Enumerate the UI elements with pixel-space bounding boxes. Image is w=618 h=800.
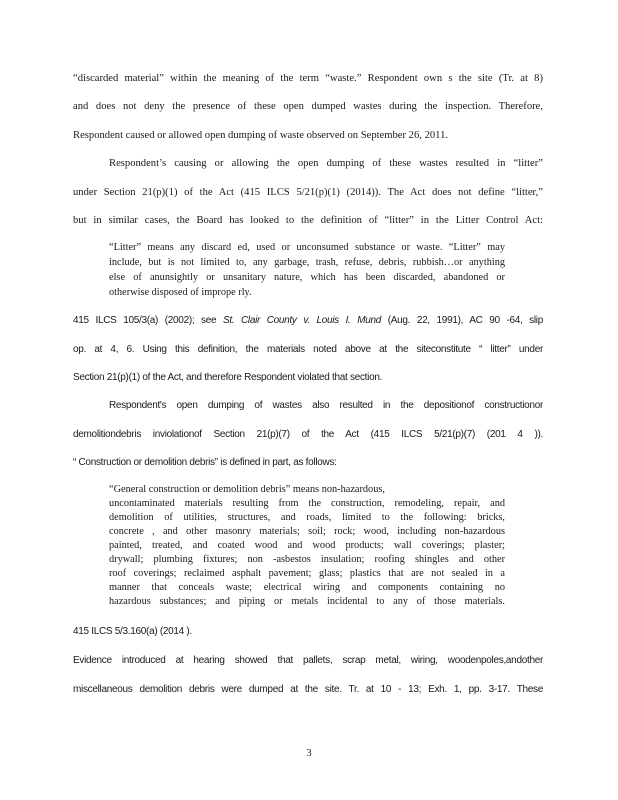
text-line: Respondent’s causing or allowing the open dumping of these wastes resulted in “litter” — [109, 158, 543, 169]
block-quote-line: “General construction or demolition debris” means non-hazardous, — [109, 484, 385, 495]
text-line: under Section 21(p)(1) of the Act (415 ILCS 5/21(p)(1) (2014)). The Act does not define “litter,” — [73, 187, 543, 198]
block-quote-line: uncontaminated materials resulting from the construction, remodeling, repair, and — [109, 498, 505, 509]
text-line: Section 21(p)(1) of the Act, and therefore Respondent violated that section. — [73, 372, 383, 383]
block-quote-line: otherwise disposed of imprope rly. — [109, 287, 252, 298]
case-name: Louis I. Mund — [316, 315, 382, 326]
text-line: Evidence introduced at hearing showed that pallets, scrap metal, wiring, woodenpoles,andother — [73, 655, 543, 666]
case-versus: v. — [303, 315, 310, 326]
text-line: “ Construction or demolition debris” is defined in part, as follows: — [73, 457, 337, 468]
text-line: demolitiondebris inviolationof Section 21(p)(7) of the Act (415 ILCS 5/21(p)(7) (201 4 )). — [73, 429, 543, 440]
block-quote-line: roof coverings; reclaimed asphalt pavement; glass; plastics that are not sealed in a — [109, 568, 505, 579]
citation-text: (Aug. 22, 1991), AC 90 -64, slip — [387, 315, 543, 326]
case-name: St. Clair County — [222, 315, 297, 326]
text-line: but in similar cases, the Board has looked to the definition of “litter” in the Litter Control Act: — [73, 215, 543, 226]
block-quote-line: include, but is not limited to, any garbage, trash, refuse, debris, rubbish…or anything — [109, 257, 505, 268]
text-line: Respondent caused or allowed open dumping of waste observed on September 26, 2011. — [73, 130, 449, 141]
block-quote-line: painted, treated, and coated wood and wood products; wall coverings; plaster; — [109, 540, 505, 551]
citation-line — [73, 314, 543, 328]
block-quote-line: else of anunsightly or unsanitary nature, which has been discarded, abandoned or — [109, 272, 505, 283]
text-line: Respondent's open dumping of wastes also resulted in the depositionof constructionor — [109, 400, 543, 411]
block-quote-line: manner that conceals waste; electrical wiring and components containing no — [109, 582, 505, 593]
block-quote-line: drywall; plumbing fixtures; non -asbestos insulation; roofing shingles and other — [109, 554, 505, 565]
text-line: “discarded material” within the meaning of the term “waste.” Respondent own s the site (Tr. at 8) — [73, 73, 543, 84]
text-line: and does not deny the presence of these open dumped wastes during the inspection. Therefore, — [73, 101, 543, 112]
block-quote-line: concrete , and other masonry materials; soil; rock; wood, including non-hazardous — [109, 526, 505, 537]
block-quote-line: demolition of utilities, structures, and roads, limited to the following: bricks, — [109, 512, 505, 523]
statute-citation: 415 ILCS 5/3.160(a) (2014 ). — [73, 626, 192, 637]
block-quote-line: hazardous substances; and piping or metals incidental to any of those materials. — [109, 596, 505, 607]
citation-text: 415 ILCS 105/3(a) (2002); see — [73, 315, 223, 326]
text-line: op. at 4, 6. Using this definition, the materials noted above at the siteconstitute “ litter” under — [73, 344, 543, 355]
block-quote-line: “Litter” means any discard ed, used or unconsumed substance or waste. “Litter” may — [109, 242, 505, 253]
text-line: miscellaneous demolition debris were dumped at the site. Tr. at 10 - 13; Exh. 1, pp. 3-17. These — [73, 684, 543, 695]
page-number: 3 — [306, 748, 312, 759]
